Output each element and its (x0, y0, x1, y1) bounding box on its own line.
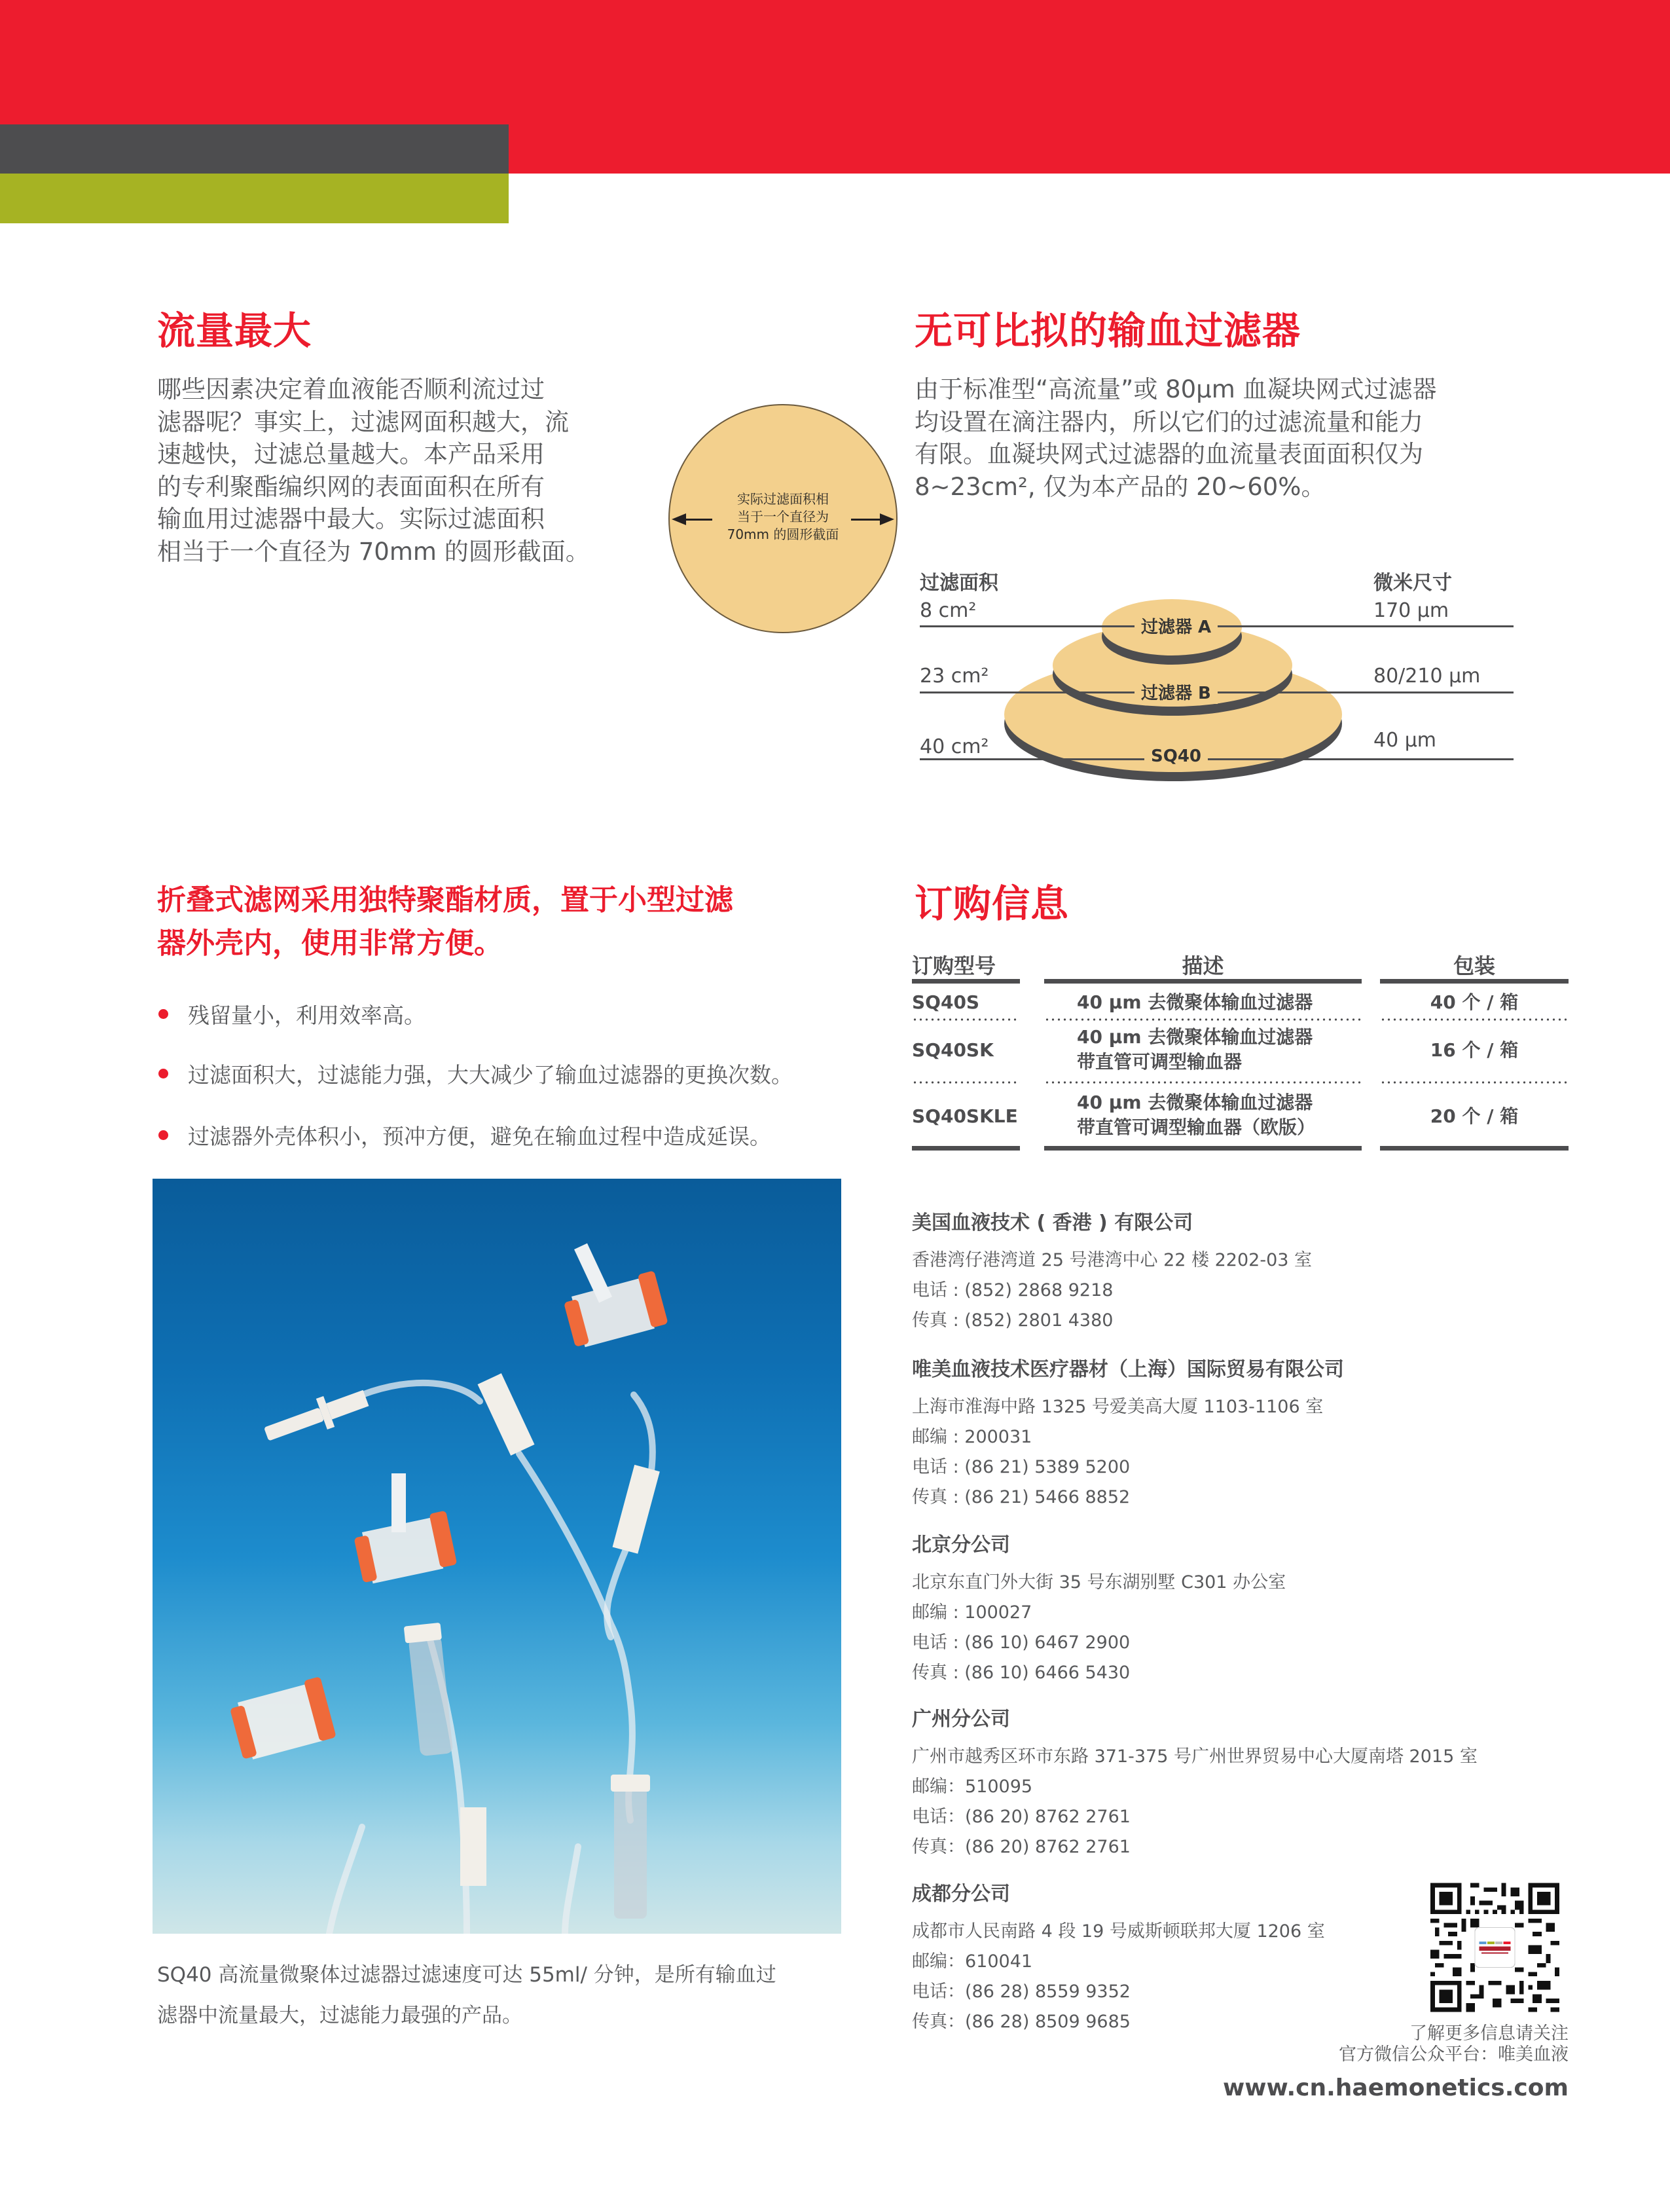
unmatched-paragraph-line: 由于标准型“高流量”或 80μm 血凝块网式过滤器 (915, 375, 1437, 403)
area-value-a: 8 cm² (920, 599, 977, 622)
follow-line: 了解更多信息请关注 (1409, 2023, 1569, 2044)
unmatched-paragraph-line: 均设置在滴注器内，所以它们的过滤流量和能力 (915, 407, 1423, 436)
table-rule (1044, 1146, 1362, 1151)
product-photo (153, 1179, 841, 1934)
bullet-icon (158, 1009, 168, 1019)
section-title-unmatched: 无可比拟的输血过滤器 (915, 308, 1301, 353)
product-illustration (153, 1179, 841, 1934)
follow-line: 官方微信公众平台：唯美血液 (1339, 2044, 1569, 2065)
area-value-sq40: 40 cm² (920, 735, 989, 758)
diagram-right-header: 微米尺寸 (1373, 572, 1452, 595)
contact-chengdu (912, 1881, 1325, 2037)
diagram-left-header: 过滤面积 (920, 572, 998, 595)
contact-fax: 传真 : (86 21) 5466 8852 (912, 1487, 1131, 1507)
contact-phone: 电话 : (86 21) 5389 5200 (912, 1457, 1131, 1477)
contact-postcode: 邮编：510095 (912, 1777, 1033, 1797)
arrow-left-icon (672, 513, 686, 525)
bullet-icon (158, 1130, 168, 1140)
micron-value-b: 80/210 μm (1373, 665, 1481, 688)
feature-bullet: 过滤面积大，过滤能力强，大大减少了输血过滤器的更换次数。 (188, 1062, 793, 1088)
caption-line: 滤器中流量最大，过滤能力最强的产品。 (157, 2004, 522, 2027)
wechat-qr-code[interactable] (1430, 1883, 1559, 2012)
disc-label-a: 过滤器 A (1135, 614, 1218, 638)
table-dotted-rule (1380, 1018, 1569, 1021)
contact-address: 香港湾仔港湾道 25 号港湾中心 22 楼 2202-03 室 (912, 1250, 1313, 1270)
features-title-line: 器外壳内，使用非常方便。 (157, 927, 503, 960)
table-rule (1380, 1146, 1569, 1151)
contact-beijing (912, 1532, 1286, 1688)
table-row-model: SQ40S (912, 991, 980, 1013)
header-band-gray (0, 124, 509, 174)
table-row-desc-line: 带直管可调型输血器 (1077, 1051, 1243, 1073)
order-title: 订购信息 (915, 881, 1070, 926)
table-rule (912, 1146, 1020, 1151)
unmatched-paragraph (915, 373, 1437, 503)
contact-phone: 电话：(86 28) 8559 9352 (912, 1982, 1131, 2002)
table-dotted-rule (1044, 1018, 1362, 1021)
features-title-line: 折叠式滤网采用独特聚酯材质，置于小型过滤 (157, 883, 733, 917)
disc-label-b: 过滤器 B (1135, 680, 1218, 704)
table-dotted-rule (912, 1018, 1020, 1021)
circle-label-line: 当于一个直径为 (737, 509, 829, 525)
contact-address: 广州市越秀区环市东路 371-375 号广州世界贸易中心大厦南塔 2015 室 (912, 1746, 1478, 1767)
contact-phone: 电话 : (852) 2868 9218 (912, 1280, 1114, 1300)
contact-fax: 传真 : (86 10) 6466 5430 (912, 1663, 1131, 1683)
contact-postcode: 邮编 : 100027 (912, 1602, 1032, 1623)
circle-label (711, 490, 855, 544)
contact-name: 美国血液技术 ( 香港 ) 有限公司 (912, 1211, 1193, 1234)
flow-paragraph-line: 相当于一个直径为 70mm 的圆形截面。 (157, 537, 590, 566)
table-row-desc-line: 带直管可调型输血器（欧版） (1077, 1116, 1316, 1138)
unmatched-paragraph-line: 8~23cm², 仅为本产品的 20~60%。 (915, 472, 1326, 501)
arrow-right-shaft (851, 519, 882, 521)
feature-bullet: 过滤器外壳体积小，预冲方便，避免在输血过程中造成延误。 (188, 1124, 771, 1149)
contact-shanghai (912, 1357, 1344, 1513)
table-row-pack: 40 个 / 箱 (1430, 991, 1519, 1013)
table-rule (1044, 979, 1362, 984)
contact-address: 北京东直门外大街 35 号东湖别墅 C301 办公室 (912, 1572, 1286, 1593)
contact-address: 成都市人民南路 4 段 19 号威斯顿联邦大厦 1206 室 (912, 1921, 1325, 1942)
contact-postcode: 邮编 : 200031 (912, 1427, 1032, 1447)
header-band-green (0, 174, 509, 223)
flow-paragraph-line: 滤器呢？事实上，过滤网面积越大，流 (157, 407, 569, 436)
area-value-b: 23 cm² (920, 665, 989, 688)
micron-value-a: 170 μm (1373, 599, 1449, 622)
contact-name: 广州分公司 (912, 1708, 1010, 1731)
table-row-desc-line: 40 μm 去微聚体输血过滤器 (1077, 1026, 1313, 1048)
contact-address: 上海市淮海中路 1325 号爱美高大厦 1103-1106 室 (912, 1397, 1324, 1417)
photo-caption (157, 1955, 776, 2036)
order-header-model: 订购型号 (912, 953, 996, 978)
table-dotted-rule (1044, 1081, 1362, 1084)
contact-name: 成都分公司 (912, 1883, 1010, 1906)
contact-name: 北京分公司 (912, 1534, 1010, 1557)
website-url-link[interactable]: www.cn.haemonetics.com (1223, 2074, 1569, 2101)
contact-fax: 传真：(86 28) 8509 9685 (912, 2012, 1131, 2032)
table-row-model: SQ40SKLE (912, 1105, 1018, 1127)
section-title-flow: 流量最大 (157, 308, 312, 353)
flow-paragraph-line: 的专利聚酯编织网的表面面积在所有 (157, 472, 545, 501)
table-row-desc-line: 40 μm 去微聚体输血过滤器 (1077, 1092, 1313, 1113)
features-title (157, 879, 733, 965)
table-row-desc (1077, 1025, 1313, 1075)
bullet-icon (158, 1069, 168, 1078)
contact-name: 唯美血液技术医疗器材（上海）国际贸易有限公司 (912, 1358, 1344, 1381)
contact-fax: 传真 : (852) 2801 4380 (912, 1310, 1114, 1331)
circle-label-line: 70mm 的圆形截面 (727, 526, 839, 542)
arrow-left-shaft (685, 519, 712, 521)
table-rule (912, 979, 1020, 984)
flow-paragraph (157, 373, 590, 568)
contact-hk (912, 1210, 1312, 1336)
caption-line: SQ40 高流量微聚体过滤器过滤速度可达 55ml/ 分钟，是所有输血过 (157, 1963, 776, 1987)
arrow-right-icon (880, 513, 894, 525)
table-dotted-rule (1380, 1081, 1569, 1084)
contact-phone: 电话：(86 20) 8762 2761 (912, 1807, 1131, 1827)
flow-paragraph-line: 输血用过滤器中最大。实际过滤面积 (157, 505, 545, 533)
follow-wechat-text (1339, 2023, 1569, 2065)
order-header-desc: 描述 (1182, 953, 1224, 978)
circle-label-line: 实际过滤面积相 (737, 491, 829, 507)
contact-fax: 传真：(86 20) 8762 2761 (912, 1837, 1131, 1857)
flow-paragraph-line: 速越快，过滤总量越大。本产品采用 (157, 440, 545, 468)
contact-phone: 电话 : (86 10) 6467 2900 (912, 1632, 1131, 1653)
table-row-desc (1077, 1090, 1315, 1140)
flow-paragraph-line: 哪些因素决定着血液能否顺利流过过 (157, 375, 545, 403)
micron-value-sq40: 40 μm (1373, 729, 1437, 752)
order-header-pack: 包装 (1453, 953, 1495, 978)
qr-code-icon (1430, 1883, 1559, 2012)
contact-guangzhou (912, 1706, 1478, 1862)
table-rule (1380, 979, 1569, 984)
table-row-pack: 20 个 / 箱 (1430, 1105, 1519, 1127)
disc-label-sq40: SQ40 (1144, 747, 1208, 766)
diagram-row-line-sq40 (920, 758, 1514, 760)
table-row-model: SQ40SK (912, 1039, 994, 1061)
unmatched-paragraph-line: 有限。血凝块网式过滤器的血流量表面面积仅为 (915, 440, 1423, 468)
table-dotted-rule (912, 1081, 1020, 1084)
contact-postcode: 邮编：610041 (912, 1951, 1033, 1972)
table-row-pack: 16 个 / 箱 (1430, 1039, 1519, 1061)
table-row-desc: 40 μm 去微聚体输血过滤器 (1077, 991, 1313, 1013)
feature-bullet: 残留量小，利用效率高。 (188, 1003, 426, 1028)
